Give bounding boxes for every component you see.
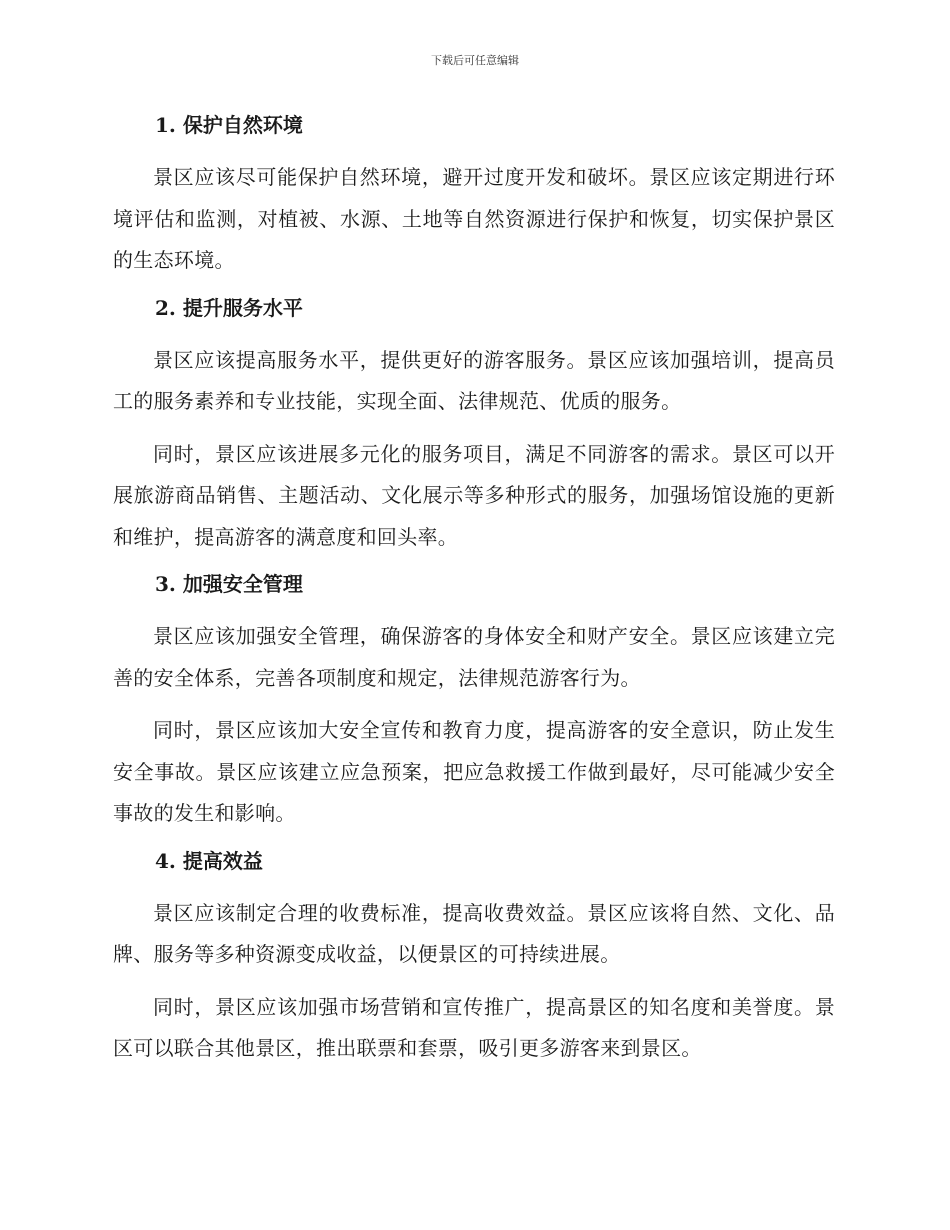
section-improve-service [113, 293, 835, 559]
section-heading: 1. 保护自然环境 [155, 113, 303, 137]
section-protect-environment [113, 110, 835, 282]
document-body [113, 110, 835, 1081]
section-safety-management [113, 569, 835, 835]
paragraph: 景区应该提高服务水平，提供更好的游客服务。景区应该加强培训，提高员工的服务素养和专业技能，实现全面、法律规范、优质的服务。 [113, 347, 835, 413]
paragraph: 同时，景区应该加大安全宣传和教育力度，提高游客的安全意识，防止发生安全事故。景区应该建立应急预案，把应急救援工作做到最好，尽可能减少安全事故的发生和影响。 [113, 718, 835, 825]
paragraph: 同时，景区应该加强市场营销和宣传推广，提高景区的知名度和美誉度。景区可以联合其他景区，推出联票和套票，吸引更多游客来到景区。 [113, 994, 835, 1060]
section-heading: 3. 加强安全管理 [155, 572, 303, 596]
section-improve-benefits [113, 846, 835, 1070]
paragraph: 景区应该加强安全管理，确保游客的身体安全和财产安全。景区应该建立完善的安全体系，完善各项制度和规定，法律规范游客行为。 [113, 624, 835, 690]
section-heading: 2. 提升服务水平 [155, 295, 303, 320]
page-header: 下载后可任意编辑 [431, 54, 519, 67]
section-heading: 4. 提高效益 [155, 848, 263, 873]
paragraph: 同时，景区应该进展多元化的服务项目，满足不同游客的需求。景区可以开展旅游商品销售、主题活动、文化展示等多种形式的服务，加强场馆设施的更新和维护，提高游客的满意度和回头率。 [113, 441, 835, 549]
paragraph: 景区应该制定合理的收费标准，提高收费效益。景区应该将自然、文化、品牌、服务等多种资源变成收益，以便景区的可持续进展。 [113, 900, 835, 966]
paragraph: 景区应该尽可能保护自然环境，避开过度开发和破坏。景区应该定期进行环境评估和监测，对植被、水源、土地等自然资源进行保护和恢复，切实保护景区的生态环境。 [113, 165, 835, 272]
